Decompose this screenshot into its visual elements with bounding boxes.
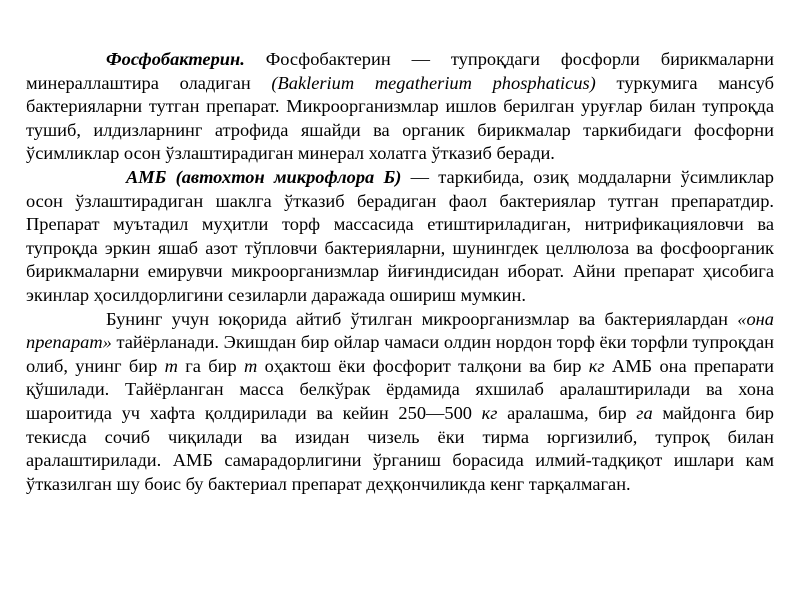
paragraph-text: тайёрланади. Экишдан бир ойлар чамаси олдин нордон торф ёки торфли тупроқдан олиб, унинг бир: [26, 332, 774, 376]
latin-species-name: (Baklerium megatherium phosphaticus): [271, 72, 596, 93]
paragraph-text: майдонга бир текисда сочиб чиқилади ва изидан чизель ёки тирма юргизилиб, тупроқ билан аралаштирилади. АМБ самарадорлигини ўрганиш борасида илмий-тадқиқот ишлари кам ўтказилган шу боис бу бактериал препарат деҳқончиликда кенг тарқалмаган.: [26, 402, 774, 494]
unit-italic: кг: [588, 355, 605, 376]
paragraph-text: Фосфобактерин — тупроқдаги фосфорли бирикмаларни минераллаштира оладиган: [26, 49, 774, 93]
paragraph-text: оҳактош ёки фосфорит талқони ва бир: [257, 355, 589, 376]
document-page: [26, 48, 774, 496]
paragraph-amb: [26, 166, 774, 308]
paragraph-preparation: [26, 308, 774, 497]
paragraph-text: туркумига мансуб бактерияларни тутган препарат. Микроорганизмлар ишлов берилган уруғлар билан тупроқда тушиб, илдизларнинг атрофида яшайди ва органик бирикмалар таркибидаги фосфорни ўсимликлар осон ўзлаштирадиган минерал холатга ўтказиб беради.: [26, 72, 774, 164]
paragraph-text: АМБ она препарати қўшилади. Тайёрланган масса белкўрак ёрдамида яхшилаб аралаштирилади ва хона шароитида уч хафта қолдирилади ва кейин 250—500: [26, 355, 774, 423]
unit-italic: т: [164, 355, 178, 376]
unit-italic: кг: [481, 402, 498, 423]
paragraph-text: га бир: [177, 355, 245, 376]
unit-italic: т: [244, 355, 258, 376]
paragraph-text: Бунинг учун юқорида айтиб ўтилган микроорганизмлар ва бактериялардан: [106, 308, 738, 329]
unit-italic: га: [636, 402, 653, 423]
term-heading-amb: АМБ (автохтон микрофлора Б): [126, 166, 402, 187]
paragraph-text: — таркибида, озиқ моддаларни ўсимликлар осон ўзлаштирадиган шаклга ўтказиб берадиган фаол бактериялар тутган препаратдир. Препарат муътадил муҳитли торф массасида етиштириладиган, нитрификацияловчи ва тупроқда эркин яшаб азот тўпловчи бактерияларни, шунингдек целлюлоза ва фосфоорганик бирикмаларни емирувчи микроорганизмлар йиғиндисидан иборат. Айни препарат ҳисобига экинлар ҳосилдорлигини сезиларли даражада ошириш мумкин.: [26, 166, 774, 305]
term-heading-phosphobacterin: Фосфобактерин.: [106, 49, 245, 69]
paragraph-phosphobacterin: [26, 48, 774, 166]
italic-term: «она препарат»: [26, 308, 774, 353]
paragraph-text: аралашма, бир: [497, 402, 637, 423]
